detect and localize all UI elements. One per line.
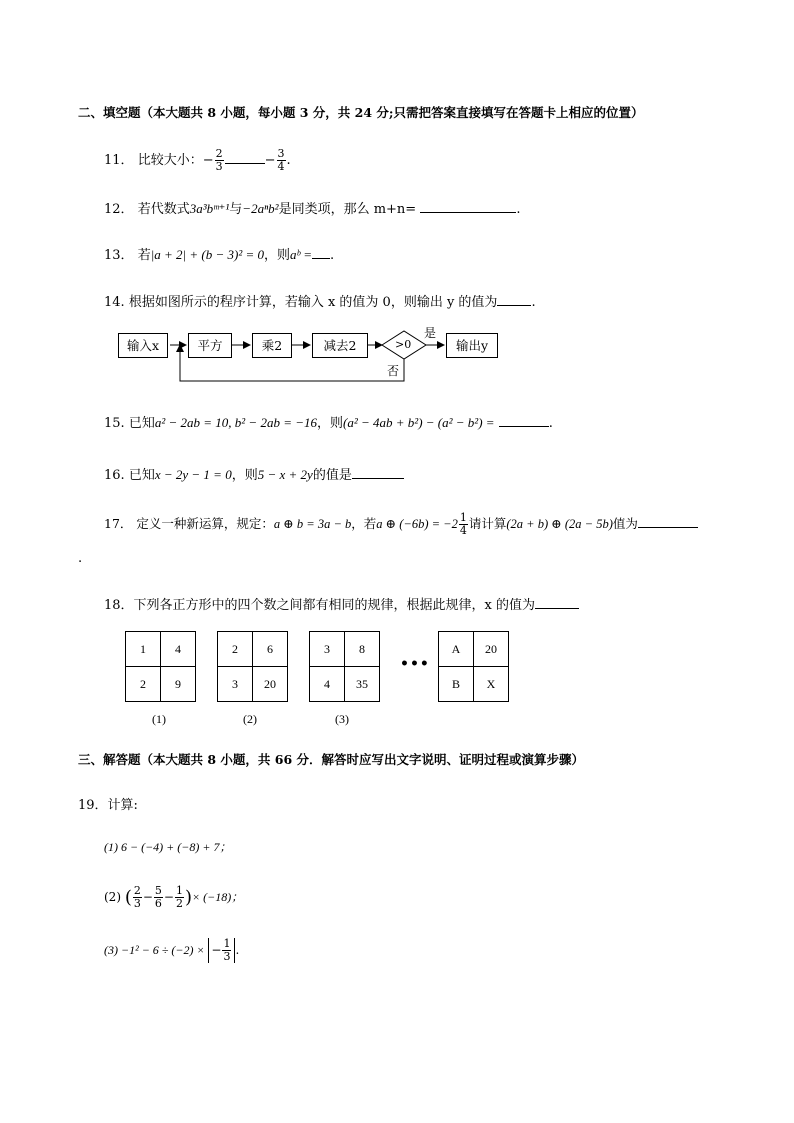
question-13: 13． 若|a + 2| + (b − 3)² = 0，则aᵇ = . [104, 247, 335, 263]
q19-part-3: (3) −1² − 6 ÷ (−2) × − $\frac{1}{3}$ . [104, 937, 240, 963]
square-cell: 35 [345, 667, 380, 702]
square-cell: A [439, 632, 474, 667]
square-cell: 3 [218, 667, 253, 702]
square-cell: 20 [253, 667, 288, 702]
square-cell: 20 [474, 632, 509, 667]
square-cell: 1 [126, 632, 161, 667]
fraction-1: $\frac{2}{3}$ [215, 147, 223, 173]
square-cell: 9 [161, 667, 196, 702]
square-3 [309, 631, 380, 702]
fraction-q17: $\frac{1}{4}$ [459, 511, 467, 537]
ellipsis-dots: ••• [400, 656, 430, 672]
square-caption-1: (1) [152, 712, 166, 726]
square-cell: B [439, 667, 474, 702]
section2-title: 二、填空题（本大题共 8 小题，每小题 3 分，共 24 分;只需把答案直接填写在答题卡上相应的位置） [78, 105, 644, 120]
square-cell: 2 [126, 667, 161, 702]
question-19: 19．计算: [78, 798, 138, 813]
square-1 [125, 631, 196, 702]
q19-part-2: (2) ( $\frac{2}{3}$ − $\frac{5}{6}$ − $\frac{1}{2}$ )× (−18)； [104, 884, 244, 910]
q17-end-dot: . [78, 551, 83, 566]
square-cell: 2 [218, 632, 253, 667]
square-2 [217, 631, 288, 702]
flow-subtract-box: 减去2 [312, 333, 368, 358]
question-14: 14. 根据如图所示的程序计算，若输入 x 的值为 0，则输出 y 的值为 . [104, 295, 536, 310]
q19-part-1: (1) 6 − (−4) + (−8) + 7； [104, 840, 232, 854]
answer-blank-14[interactable] [497, 305, 531, 306]
answer-blank-12[interactable] [420, 212, 516, 213]
answer-blank-11[interactable] [225, 163, 265, 164]
square-caption-3: (3) [335, 712, 349, 726]
square-4 [438, 631, 509, 702]
square-caption-2: (2) [243, 712, 257, 726]
answer-blank-18[interactable] [535, 608, 579, 609]
question-15: 15. 已知a² − 2ab = 10, b² − 2ab = −16，则(a² − 4ab + b²) − (a² − b²) = . [104, 415, 553, 431]
question-17: 17． 定义一种新运算，规定：a ⊕ b = 3a − b，若a ⊕ (−6b) = −2 $\frac{1}{4}$ 请计算(2a + b) ⊕ (2a − 5b)值为 [104, 512, 698, 537]
square-cell: 4 [161, 632, 196, 667]
answer-blank-16[interactable] [352, 478, 404, 479]
section3-title: 三、解答题（本大题共 8 小题，共 66 分．解答时应写出文字说明、证明过程或演算步骤） [78, 752, 585, 767]
flow-yes-label: 是 [424, 326, 437, 340]
flow-condition-label: >0 [395, 338, 412, 351]
fraction-2: $\frac{3}{4}$ [277, 147, 285, 173]
flow-no-label: 否 [387, 364, 400, 378]
square-cell: 6 [253, 632, 288, 667]
answer-blank-17[interactable] [638, 527, 698, 528]
flow-output-box: 输出y [446, 333, 498, 358]
square-cell: X [474, 667, 509, 702]
question-12: 12． 若代数式3a³bᵐ⁺¹与−2aⁿb²是同类项，那么 m+n= . [104, 201, 521, 217]
flow-multiply-box: 乘2 [252, 333, 292, 358]
question-11: 11． 比较大小：− $\frac{2}{3}$ − $\frac{3}{4}$ . [104, 147, 291, 173]
flow-square-box: 平方 [188, 333, 232, 358]
answer-blank-13[interactable] [312, 258, 330, 259]
square-cell: 8 [345, 632, 380, 667]
question-18: 18．下列各正方形中的四个数之间都有相同的规律，根据此规律，x 的值为 [104, 594, 579, 613]
square-cell: 3 [310, 632, 345, 667]
answer-blank-15[interactable] [499, 426, 549, 427]
flow-input-box: 输入x [118, 333, 168, 358]
square-cell: 4 [310, 667, 345, 702]
question-16: 16. 已知x − 2y − 1 = 0，则5 − x + 2y的值是 [104, 464, 404, 483]
